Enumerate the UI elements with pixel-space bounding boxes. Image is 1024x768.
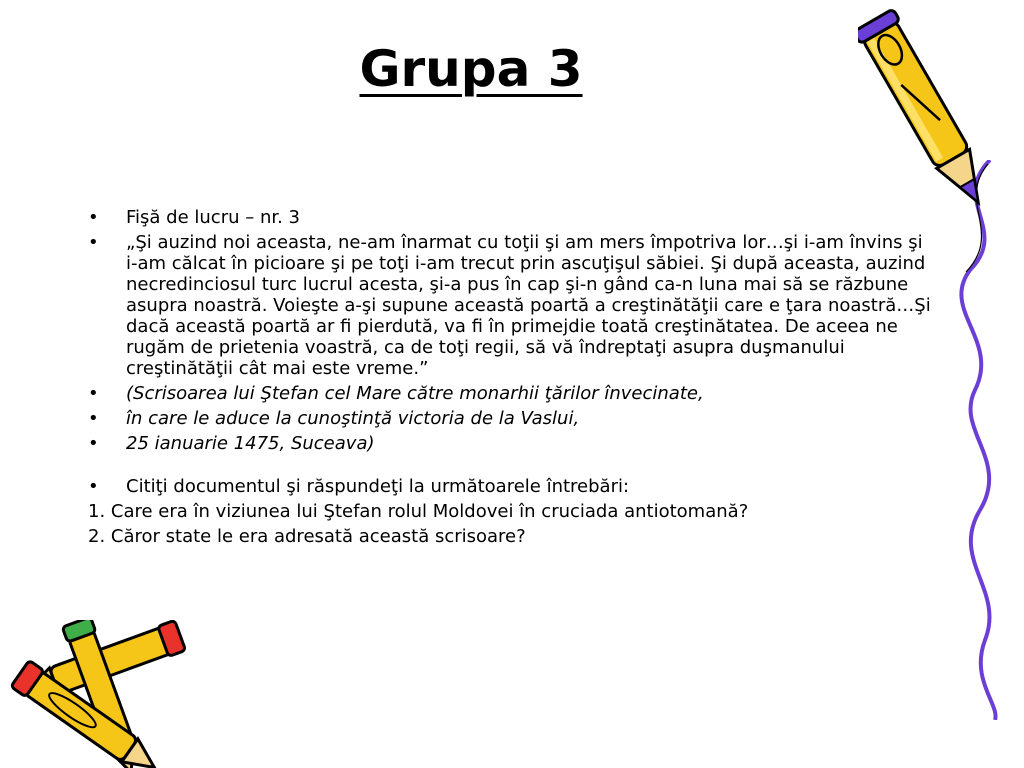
slide-title: Grupa 3 xyxy=(359,40,583,98)
instruction-list xyxy=(88,476,932,497)
bullet-icon: • xyxy=(88,433,99,454)
slide-body xyxy=(88,207,932,551)
date-text: 25 ianuarie 1475, Suceava) xyxy=(126,433,375,454)
instruction-text: Citiţi documentul şi răspundeţi la următoarele întrebări: xyxy=(126,476,630,497)
pencils-clipart-icon xyxy=(0,620,200,768)
quote-text: „Şi auzind noi aceasta, ne-am înarmat cu toţii şi am mers împotriva lor…şi i-am învins şi i-am călcat în picioare şi pe toţi i-am trecut prin ascuţişul săbiei. Şi după aceasta, auzind necredinciosul turc lucrul acesta, şi-a pus în cap şi-n gând ca-n luna mai să se răzbune asupra noastră. Voieşte a-şi supune această poartă a creştinătăţii care e ţara noastră…Şi dacă această poartă ar fi pierdută, va fi în primejdie toată creştinătatea. De aceea ne rugăm de prietenia voastră, ca de toţi regii, să vă îndreptaţi asupra duşmanului creştinătăţii cât mai este vreme.” xyxy=(126,232,931,379)
bullet-icon: • xyxy=(88,476,99,497)
bullet-icon: • xyxy=(88,232,99,253)
spacer xyxy=(88,458,932,476)
question-1: 1. Care era în viziunea lui Ştefan rolul Moldovei în cruciada antiotomană? xyxy=(88,501,749,522)
bullet-icon: • xyxy=(88,408,99,429)
bullet-item-worksheet xyxy=(88,207,932,228)
bullet-icon: • xyxy=(88,383,99,404)
bullet-text: Fişă de lucru – nr. 3 xyxy=(126,207,301,228)
bullet-item-instruction xyxy=(88,476,932,497)
bullet-item-source-detail xyxy=(88,408,932,429)
bullet-icon: • xyxy=(88,207,99,228)
bullet-list xyxy=(88,207,932,454)
bullet-item-date xyxy=(88,433,932,454)
bullet-item-quote xyxy=(88,232,932,379)
vine-border-right-icon xyxy=(940,160,1024,720)
source-detail-text: în care le aduce la cunoştinţă victoria de la Vaslui, xyxy=(126,408,580,429)
question-2: 2. Căror state le era adresată această scrisoare? xyxy=(88,526,526,547)
bullet-item-source xyxy=(88,383,932,404)
source-text: (Scrisoarea lui Ştefan cel Mare către monarhii ţărilor învecinate, xyxy=(126,383,704,404)
